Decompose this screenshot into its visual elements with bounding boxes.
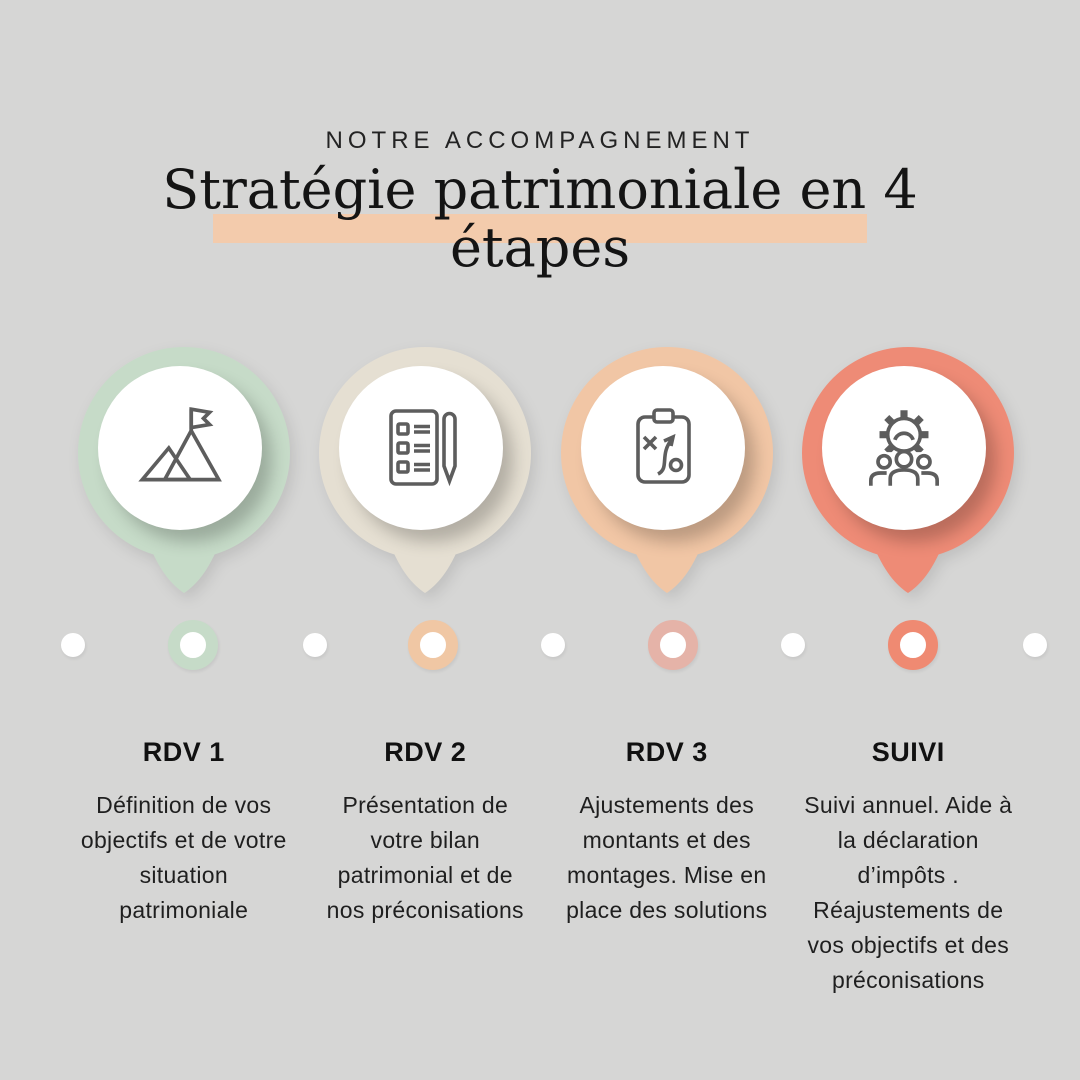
step-2-label: RDV 2	[384, 737, 467, 767]
step-2-badge	[305, 347, 547, 595]
step-3-circle	[581, 366, 745, 530]
timeline-small-dot	[303, 633, 327, 657]
page-title	[0, 158, 1080, 279]
mountain-flag-icon	[129, 397, 231, 499]
step-2-ring-dot	[408, 620, 458, 670]
timeline-small-dot	[541, 633, 565, 657]
step-1-label: RDV 1	[142, 737, 225, 767]
step-1-ring-dot	[168, 620, 218, 670]
step-descriptions-row	[63, 788, 1029, 998]
step-3-ring-dot	[648, 620, 698, 670]
page-title-line-1: Stratégie patrimoniale en 4	[162, 158, 918, 221]
step-4-description: Suivi annuel. Aide à la déclaration d’impôts . Réajustements de vos objectifs et des préconisations	[804, 792, 1013, 993]
step-labels-row	[63, 737, 1029, 768]
step-3-badge	[546, 347, 788, 595]
timeline-small-dot	[61, 633, 85, 657]
timeline-small-dot	[781, 633, 805, 657]
step-3-description: Ajustements des montants et des montages. Mise en place des solutions	[566, 792, 768, 923]
step-4-badge	[788, 347, 1030, 595]
step-badges-row	[63, 347, 1029, 595]
step-4-ring-dot	[888, 620, 938, 670]
page-title-line-2: étapes	[449, 216, 631, 279]
step-2-description: Présentation de votre bilan patrimonial et de nos préconisations	[326, 792, 524, 923]
eyebrow-text: NOTRE ACCOMPAGNEMENT	[325, 127, 755, 154]
step-1-circle	[98, 366, 262, 530]
step-4-circle	[822, 366, 986, 530]
step-2-circle	[339, 366, 503, 530]
timeline-small-dot	[1023, 633, 1047, 657]
checklist-pencil-icon	[371, 398, 471, 498]
step-1-badge	[63, 347, 305, 595]
gear-team-icon	[853, 397, 955, 499]
step-3-label: RDV 3	[625, 737, 708, 767]
step-1-description: Définition de vos objectifs et de votre situation patrimoniale	[80, 792, 287, 923]
step-4-label: SUIVI	[871, 737, 945, 767]
strategy-clipboard-icon	[613, 398, 713, 498]
